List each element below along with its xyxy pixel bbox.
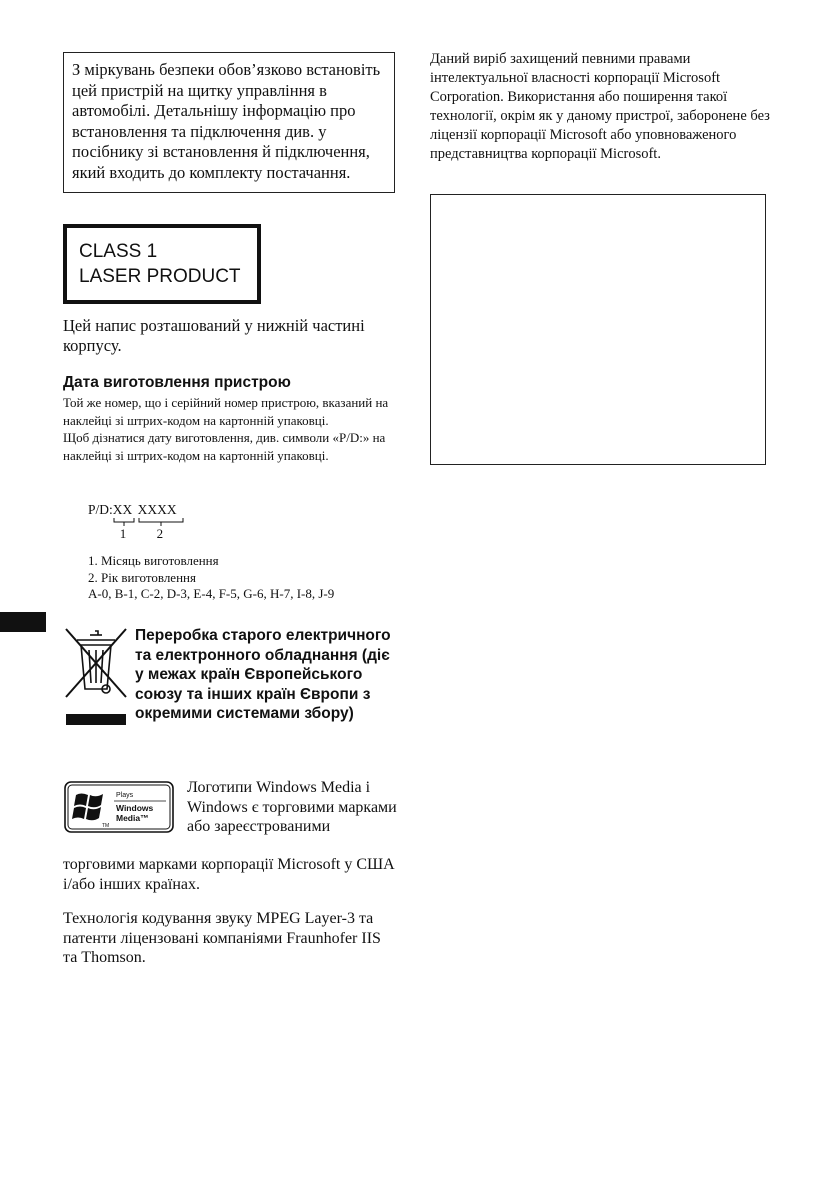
mpeg-license-text: Технологія кодування звуку MPEG Layer-3 та патенти ліцензовані компаніями Fraunhofer IIS та Thomson.	[63, 910, 381, 966]
pd-code-diagram	[88, 502, 177, 541]
manufacture-date-heading: Дата виготовлення пристрою	[63, 374, 291, 391]
manufacture-date-text	[63, 394, 398, 464]
manufacture-date-paragraph-2: Щоб дізнатися дату виготовлення, див. символи «P/D:» на наклейці зі штрих-кодом на картонній упаковці.	[63, 430, 386, 463]
pd-code-legend	[88, 553, 334, 603]
legend-year-codes: A-0, B-1, C-2, D-3, E-4, F-5, G-6, H-7, I-8, J-9	[88, 586, 335, 601]
legend-month: 1. Місяць виготовлення	[88, 553, 219, 568]
laser-product-line: LASER PRODUCT	[79, 266, 241, 287]
pd-marker-1: 1	[119, 526, 127, 541]
laser-class-line: CLASS 1	[79, 241, 158, 262]
logo-windows-text: Windows	[116, 803, 154, 813]
logo-tm-text: TM	[102, 823, 110, 829]
windows-media-trademark-text-continued: торговими марками корпорації Microsoft у США і/або інших країнах.	[63, 856, 395, 893]
laser-product-label	[63, 224, 261, 304]
manufacture-date-paragraph-1: Той же номер, що і серійний номер пристрою, вказаний на наклейці зі штрих-кодом на картонній упаковці.	[63, 395, 389, 428]
plays-windows-media-logo	[64, 781, 174, 833]
windows-media-trademark-text: Логотипи Windows Media і Windows є торговими марками або зареєстрованими	[187, 779, 397, 835]
laser-label-note: Цей напис розташований у нижній частині корпусу.	[63, 316, 365, 355]
safety-notice-text: З міркувань безпеки обов’язково встановіть цей пристрій на щитку управління в автомобілі. Детальнішу інформацію про встановлення та підключення див. у посібнику зі встановлення й підключення, який входить до комплекту постачання.	[72, 60, 381, 182]
logo-media-text: Media™	[116, 813, 149, 823]
pd-code-prefix: P/D:	[88, 502, 113, 517]
legend-year: 2. Рік виготовлення	[88, 569, 196, 585]
language-tab-marker	[0, 612, 46, 632]
safety-notice-box	[63, 52, 395, 193]
weee-notice-text: Переробка старого електричного та електронного обладнання (діє у межах країн Європейського союзу та інших країн Європи з окремими системами збору)	[135, 627, 391, 722]
pd-marker-2: 2	[156, 526, 164, 541]
crossed-out-wheelie-bin-icon	[62, 625, 130, 729]
microsoft-ip-notice: Даний виріб захищений певними правами інтелектуальної власності корпорації Microsoft Corporation. Використання або поширення такої технології, окрім як у даному пристрої, заборонене без ліцензії корпорації Microsoft або уповноваженого представництва корпорації Microsoft.	[430, 51, 770, 162]
empty-frame-box	[430, 194, 766, 465]
logo-plays-text: Plays	[116, 792, 134, 799]
pd-code-part1: XX 1	[113, 502, 133, 518]
pd-code-part2: XXXX 2	[138, 502, 177, 518]
